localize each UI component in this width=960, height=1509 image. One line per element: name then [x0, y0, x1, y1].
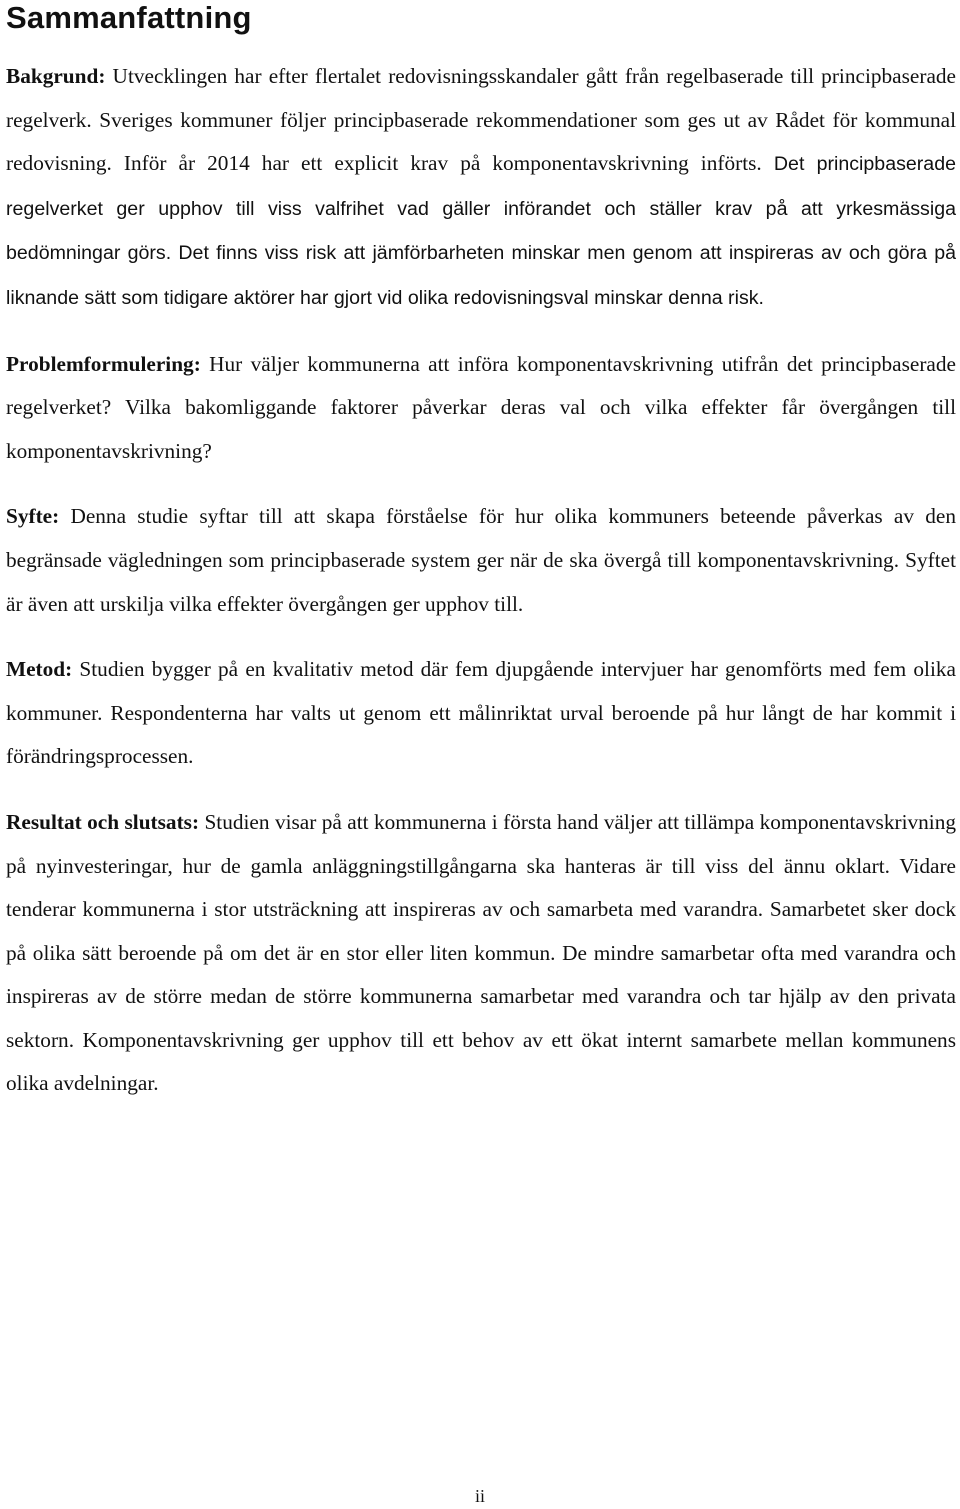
text-metod: Studien bygger på en kvalitativ metod där fem djupgående intervjuer har genomförts med fem olika kommuner. Respondenterna har valts ut genom ett målinriktat urval beroende på hur långt de har kommit i förändringsprocessen. — [6, 657, 956, 769]
paragraph-syfte — [6, 495, 956, 626]
label-problemformulering: Problemformulering: — [6, 351, 201, 376]
label-metod: Metod: — [6, 657, 73, 682]
text-syfte: Denna studie syftar till att skapa förståelse för hur olika kommuners beteende påverkas av den begränsade vägledningen som principbaserade system ger när de ska övergå till komponentavskrivning. Syftet är även att urskilja vilka effekter övergången ger upphov till. — [6, 504, 956, 616]
text-bakgrund-sans: Det principbaserade regelverket ger upphov till viss valfrihet vad gäller införandet och ställer krav på att yrkesmässiga bedömningar görs. Det finns viss risk att jämförbarheten minskar men genom att inspireras av och göra på liknande sätt som tidigare aktörer har gjort vid olika redovisningsval minskar denna risk. — [6, 153, 956, 309]
paragraph-problemformulering — [6, 343, 956, 474]
page-number: ii — [474, 1486, 485, 1506]
page-title: Sammanfattning — [6, 0, 252, 35]
text-resultat: Studien visar på att kommunerna i första hand väljer att tillämpa komponentavskrivning på nyinvesteringar, hur de gamla anläggningstillgångarna ska hanteras är till viss del ännu oklart. Vidare tenderar kommunerna i stor utsträckning att inspireras av och samarbeta med varandra. Samarbetet sker dock på olika sätt beroende på om det är en stor eller liten kommun. De mindre samarbetar ofta med varandra och inspireras av de större medan de större kommunerna samarbetar med varandra och tar hjälp av den privata sektorn. Komponentavskrivning ger upphov till ett behov av ett ökat internt samarbete mellan kommunens olika avdelningar. — [6, 809, 956, 1096]
label-syfte: Syfte: — [6, 504, 60, 529]
text-bakgrund-serif: Utvecklingen har efter flertalet redovisningsskandaler gått från regelbaserade till principbaserade regelverk. Sveriges kommuner följer principbaserade rekommendationer som ges ut av Rådet för kommunal redovisning. Inför år 2014 har ett explicit krav på komponentavskrivning införts. — [6, 64, 956, 176]
paragraph-resultat — [6, 801, 956, 1106]
paragraph-metod — [6, 648, 956, 779]
text-problemformulering: Hur väljer kommunerna att införa komponentavskrivning utifrån det principbaserade regelverket? Vilka bakomliggande faktorer påverkar deras val och vilka effekter får övergången till komponentavskrivning? — [6, 351, 956, 463]
label-resultat: Resultat och slutsats: — [6, 809, 200, 834]
paragraph-bakgrund — [6, 55, 956, 321]
label-bakgrund: Bakgrund: — [6, 64, 106, 88]
document-page — [6, 0, 956, 1106]
